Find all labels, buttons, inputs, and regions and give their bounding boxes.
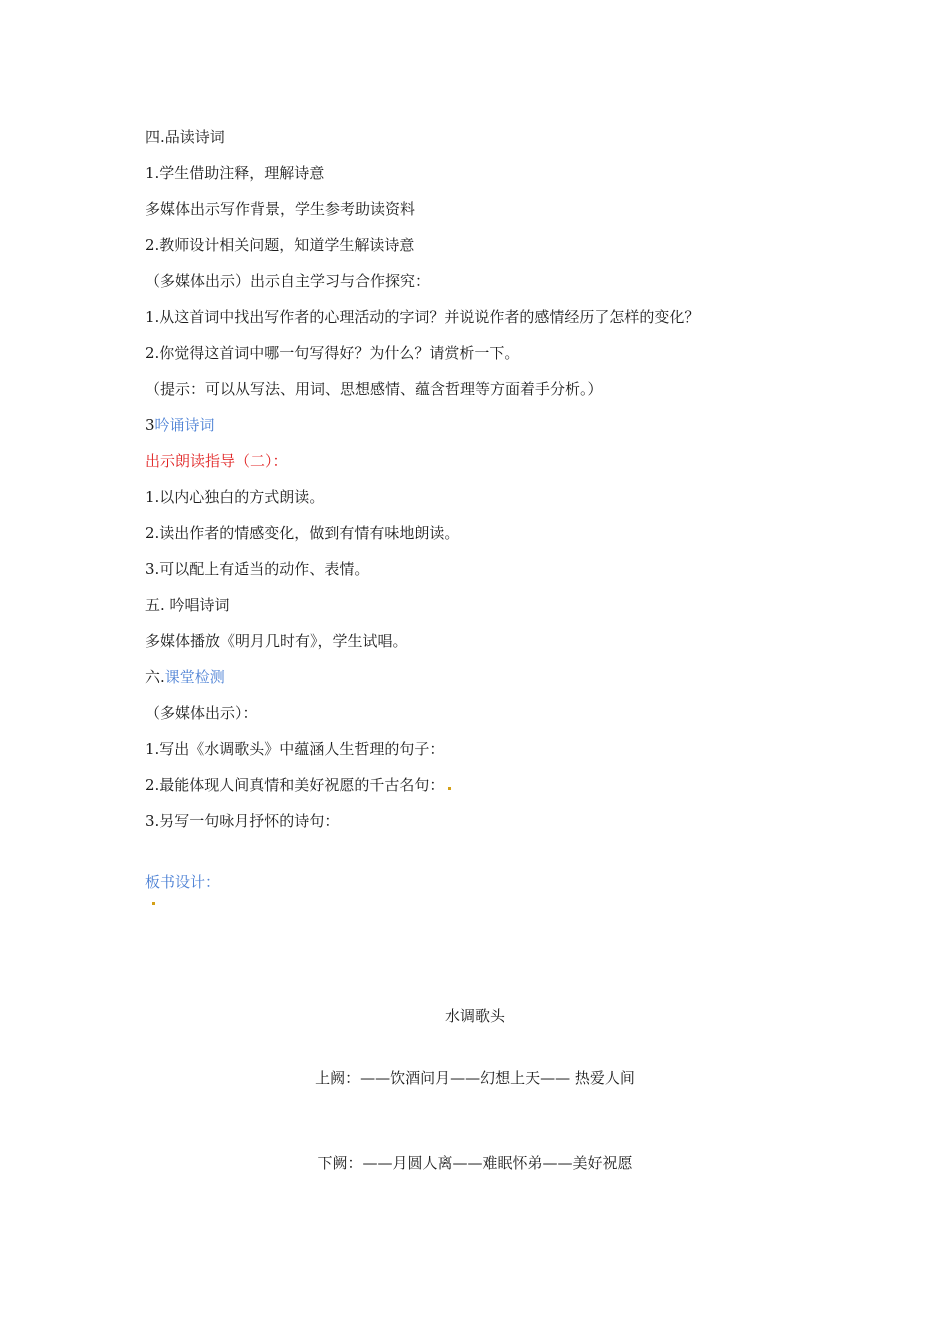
subsection3-label: 吟诵诗词 <box>154 416 215 434</box>
edit-mark <box>152 902 155 905</box>
subsection3-heading <box>145 415 215 435</box>
section5-heading: 五. 吟唱诗词 <box>145 596 230 614</box>
section6-intro: （多媒体出示）： <box>145 704 258 722</box>
section5-text: 多媒体播放《明月几时有》，学生试唱。 <box>145 632 408 650</box>
section4-hint: （提示：可以从写法、用词、思想感情、蕴含哲理等方面着手分析。） <box>145 380 603 398</box>
section4-background: 多媒体出示写作背景，学生参考助读资料 <box>145 200 416 218</box>
board-design-label: 板书设计： <box>145 873 221 891</box>
reading-guide-item1: 1.以内心独白的方式朗读。 <box>145 488 325 506</box>
section6-heading <box>145 667 225 687</box>
edit-mark <box>448 787 451 790</box>
reading-guide-title: 出示朗读指导（二）： <box>145 452 288 470</box>
subsection3-number: 3 <box>145 416 155 434</box>
board-line-lower: 下阙：——月圆人离——难眠怀弟——美好祝愿 <box>317 1154 633 1172</box>
section4-item1: 1.学生借助注释，理解诗意 <box>145 164 325 182</box>
section6-question2: 2.最能体现人间真情和美好祝愿的千古名句： <box>145 775 451 795</box>
section4-question1: 1.从这首词中找出写作者的心理活动的字词？并说说作者的感情经历了怎样的变化？ <box>145 308 700 326</box>
section4-intro: （多媒体出示）出示自主学习与合作探究： <box>145 272 431 290</box>
section4-heading: 四.品读诗词 <box>145 128 225 146</box>
section6-question3: 3.另写一句咏月抒怀的诗句： <box>145 812 340 830</box>
board-title: 水调歌头 <box>444 1007 505 1025</box>
section4-question2: 2.你觉得这首词中哪一句写得好？为什么？请赏析一下。 <box>145 344 520 362</box>
section6-question1: 1.写出《水调歌头》中蕴涵人生哲理的句子： <box>145 740 445 758</box>
section6-heading-prefix: 六. <box>145 668 165 686</box>
section4-item2: 2.教师设计相关问题，知道学生解读诗意 <box>145 236 415 254</box>
board-line-upper: 上阙：——饮酒问月——幻想上天—— 热爱人间 <box>315 1069 635 1087</box>
reading-guide-item2: 2.读出作者的情感变化，做到有情有味地朗读。 <box>145 524 460 542</box>
section6-heading-label: 课堂检测 <box>164 668 225 686</box>
reading-guide-item3: 3.可以配上有适当的动作、表情。 <box>145 560 370 578</box>
